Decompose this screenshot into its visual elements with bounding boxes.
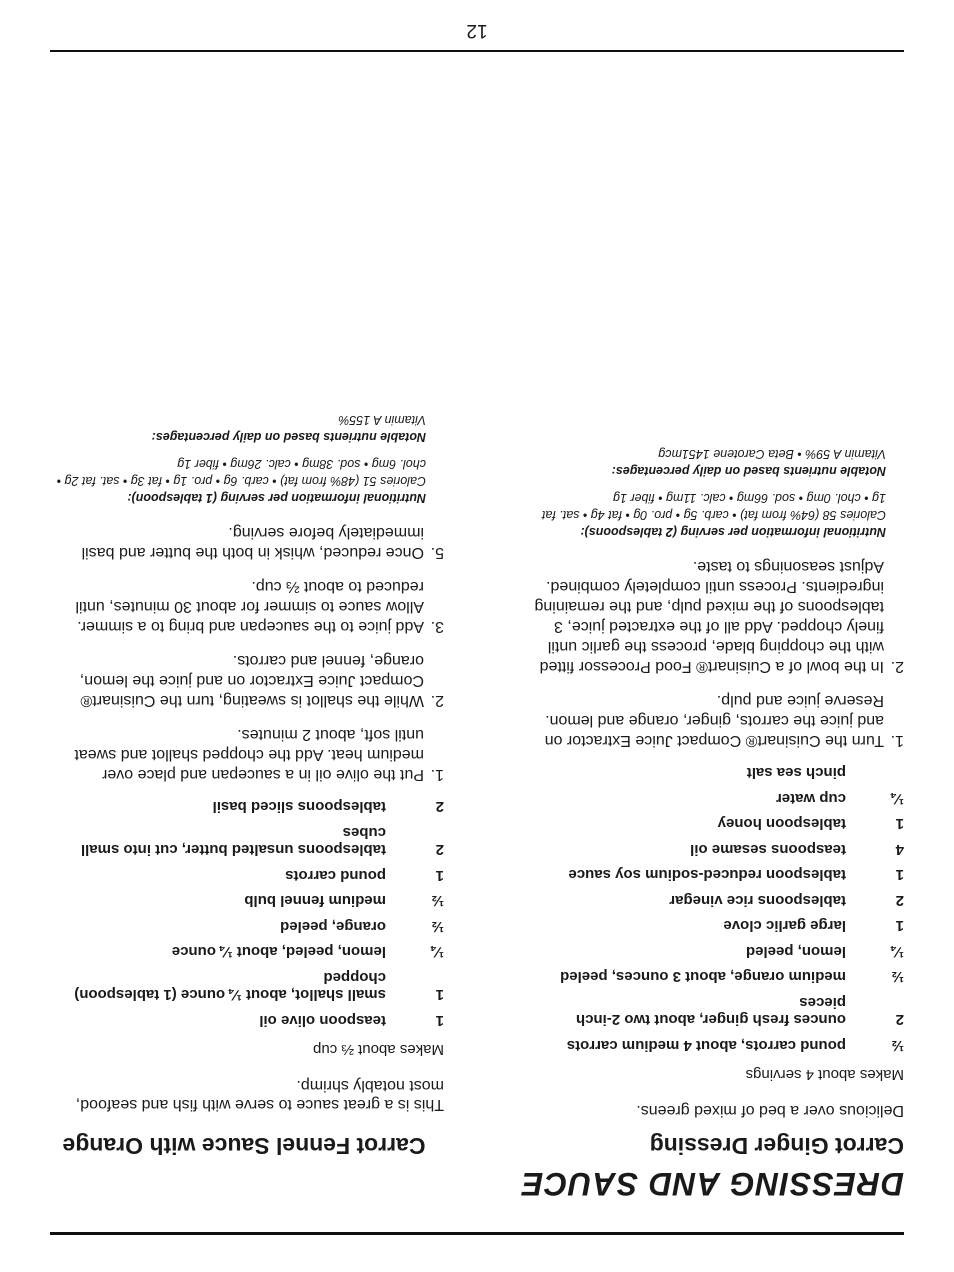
nutrition-text: Calories 51 (48% from fat) • carb. 6g • pro. 1g • fat 3g • sat. fat 2g • chol. 6mg • sod. 38mg • calc. 26mg • fiber 1g	[56, 457, 426, 488]
ingredient: ½ orange, peeled	[280, 918, 444, 935]
ingredient: 1 tablespoon reduced-sodium soy sauce	[568, 866, 904, 884]
ingredient: pinch sea salt	[746, 764, 846, 782]
step: 3. Add juice to the saucepan and bring to a simmer. Allow sauce to simmer for about 30 minutes, until reduced to about ⅔ cup.	[75, 578, 444, 635]
step-list	[44, 522, 444, 784]
nutrition-info	[534, 445, 904, 540]
ingredient-list	[44, 798, 444, 1029]
section-title: DRESSING AND SAUCE	[520, 1166, 904, 1202]
ingredient: 1 small shallot, about ¼ ounce (1 tablespoon) chopped	[74, 969, 444, 1004]
recipe-intro: Delicious over a bed of mixed greens.	[636, 1102, 904, 1119]
ingredient: 1 large garlic clove	[723, 917, 904, 935]
notable-header: Notable nutrients based on daily percentages:	[151, 430, 426, 444]
recipe-yield: Makes about 4 servings	[745, 1066, 904, 1083]
ingredient-list	[534, 764, 904, 1054]
nutrition-info	[44, 411, 444, 506]
ingredient: 2 tablespoons unsalted butter, cut into small cubes	[80, 824, 444, 859]
ingredient: 2 ounces fresh ginger, about two 2-inch pieces	[575, 994, 904, 1029]
nutrition-header: Nutritional information per serving (2 tablespoons):	[580, 525, 886, 539]
step: 5. Once reduced, whisk in both the butter and basil immediately before serving.	[81, 524, 444, 561]
ingredient: 1 teaspoon olive oil	[259, 1012, 444, 1029]
step: 1. Put the olive oil in a saucepan and place over medium heat. Add the chopped shallot and sweat until soft, about 2 minutes.	[74, 726, 444, 783]
notable-header: Notable nutrients based on daily percentages:	[611, 464, 886, 478]
ingredient: 1 tablespoon honey	[717, 815, 904, 833]
recipe-title: Carrot Fennel Sauce with Orange	[62, 1133, 426, 1159]
step: 2. In the bowl of a Cuisinart® Food Processor fitted with the chopping blade, process the garlic until finely chopped. Add all of the extracted juice, 3 tablespoons of the mixed pulp, and the remaining ingredients. Process until completely combined. Adjust seasonings to taste.	[534, 558, 904, 675]
recipe-yield: Makes about ⅔ cup	[313, 1041, 444, 1058]
ingredient: ½ medium fennel bulb	[244, 892, 444, 910]
recipe-title: Carrot Ginger Dressing	[649, 1133, 904, 1159]
recipe-intro: This is a great sauce to serve with fish and seafood, most notably shrimp.	[75, 1077, 444, 1113]
notable-text: Vitamin A 155%	[338, 413, 426, 427]
recipe-carrot-ginger-dressing	[534, 435, 904, 1160]
notable-text: Vitamin A 59% • Beta Carotene 1451mcg	[658, 447, 886, 461]
top-rule	[50, 1232, 904, 1235]
ingredient: 2 tablespoons rice vinegar	[669, 892, 904, 909]
bottom-rule	[50, 50, 904, 52]
nutrition-header: Nutritional information per serving (1 tablespoon):	[127, 491, 426, 505]
ingredient: 2 tablespoons sliced basil	[212, 798, 444, 816]
page-number: 12	[466, 20, 488, 41]
ingredient: ¼ lemon, peeled, about ¼ ounce	[171, 943, 444, 961]
nutrition-text: Calories 58 (64% from fat) • carb. 5g • pro. 0g • fat 4g • sat. fat 1g • chol. 0mg • sod. 66mg • calc. 11mg • fiber 1g	[541, 491, 886, 522]
step: 2. While the shallot is sweating, turn the Cuisinart® Compact Juice Extractor on and juice the lemon, orange, fennel and carrots.	[79, 652, 444, 709]
ingredient: 4 teaspoons sesame oil	[690, 841, 904, 858]
ingredient: ½ pound carrots, about 4 medium carrots	[566, 1037, 904, 1054]
recipe-carrot-fennel-sauce	[44, 401, 444, 1160]
ingredient: 1 pound carrots	[285, 867, 444, 884]
step-list	[534, 556, 904, 750]
ingredient: ¼ lemon, peeled	[745, 943, 904, 960]
step: 1. Turn the Cuisinart® Compact Juice Extractor on and juice the carrots, ginger, orange and lemon. Reserve juice and pulp.	[544, 692, 904, 749]
ingredient: ½ medium orange, about 3 ounces, peeled	[560, 968, 904, 986]
ingredient: ¼ cup water	[775, 790, 904, 807]
